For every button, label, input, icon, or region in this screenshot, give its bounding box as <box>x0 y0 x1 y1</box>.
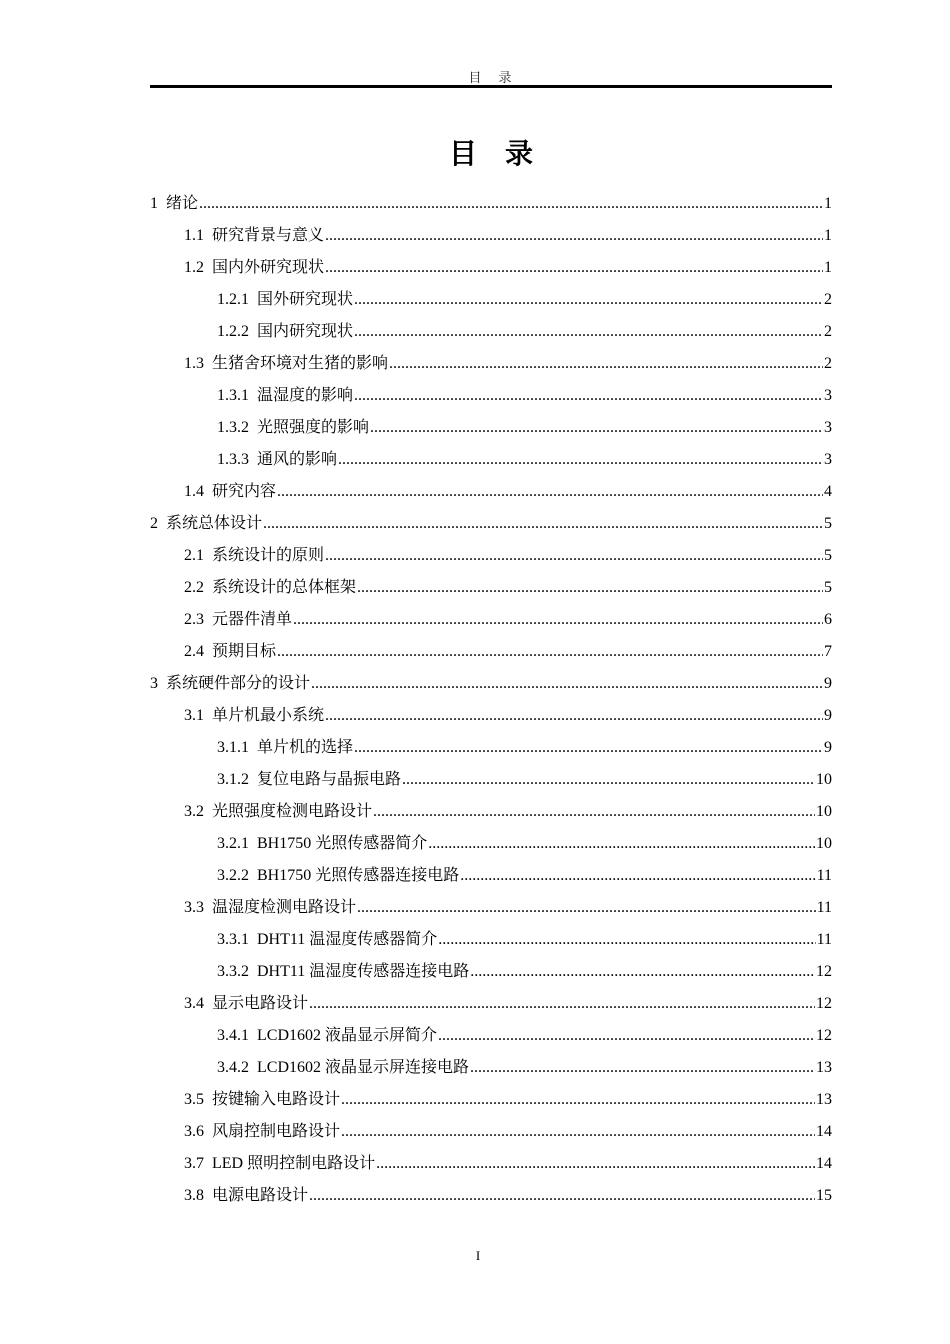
toc-entry-title: 系统硬件部分的设计 <box>166 675 311 692</box>
toc-entry-number: 1.2.1 <box>217 291 249 308</box>
toc-leader-dots <box>277 636 823 668</box>
toc-entry[interactable] <box>150 1084 832 1116</box>
toc-entry-page: 12 <box>816 995 832 1012</box>
toc-leader-dots <box>309 988 815 1020</box>
toc-leader-dots <box>338 444 823 476</box>
toc-entry-page: 9 <box>824 707 832 724</box>
toc-entry-number: 3.3.2 <box>217 963 249 980</box>
toc-entry-number: 3.2.1 <box>217 835 249 852</box>
toc-entry-number: 2.1 <box>184 547 204 564</box>
toc-entry[interactable] <box>150 636 832 668</box>
toc-entry[interactable] <box>150 1020 832 1052</box>
toc-entry-page: 10 <box>816 835 832 852</box>
toc-entry-title: 电源电路设计 <box>212 1187 309 1204</box>
toc-entry-title: 风扇控制电路设计 <box>212 1123 341 1140</box>
toc-entry-number: 3.6 <box>184 1123 204 1140</box>
toc-entry-number: 1.3.2 <box>217 419 249 436</box>
toc-entry-title: 国内外研究现状 <box>212 259 325 276</box>
toc-entry-number: 1.2 <box>184 259 204 276</box>
toc-entry-page: 3 <box>824 387 832 404</box>
toc-entry-page: 1 <box>824 259 832 276</box>
toc-leader-dots <box>357 572 823 604</box>
toc-entry-page: 10 <box>816 803 832 820</box>
toc-entry-page: 7 <box>824 643 832 660</box>
toc-leader-dots <box>402 764 815 796</box>
toc-entry-number: 3.2.2 <box>217 867 249 884</box>
toc-leader-dots <box>277 476 823 508</box>
toc-leader-dots <box>293 604 823 636</box>
toc-entry[interactable] <box>150 604 832 636</box>
toc-entry-page: 2 <box>824 323 832 340</box>
toc-leader-dots <box>376 1148 815 1180</box>
toc-entry[interactable] <box>150 476 832 508</box>
toc-entry-page: 4 <box>824 483 832 500</box>
toc-leader-dots <box>325 700 823 732</box>
toc-entry-number: 1.3 <box>184 355 204 372</box>
toc-entry-page: 9 <box>824 675 832 692</box>
toc-entry-title: 光照强度的影响 <box>257 419 370 436</box>
toc-entry-number: 3.3 <box>184 899 204 916</box>
toc-entry-number: 3.1.2 <box>217 771 249 788</box>
toc-entry-page: 11 <box>816 899 832 916</box>
toc-entry-page: 9 <box>824 739 832 756</box>
toc-entry-page: 3 <box>824 419 832 436</box>
toc-entry-title: 光照强度检测电路设计 <box>212 803 373 820</box>
toc-entry-page: 11 <box>816 931 832 948</box>
toc-entry-title: 温湿度的影响 <box>257 387 354 404</box>
toc-entry-title: 国内研究现状 <box>257 323 354 340</box>
toc-entry[interactable] <box>150 892 832 924</box>
toc-entry-number: 3.3.1 <box>217 931 249 948</box>
toc-leader-dots <box>428 828 815 860</box>
toc-entry[interactable] <box>150 988 832 1020</box>
toc-entry-title: DHT11 温湿度传感器简介 <box>257 931 438 948</box>
toc-entry[interactable] <box>150 348 832 380</box>
toc-entry-title: 系统设计的总体框架 <box>212 579 357 596</box>
toc-entry[interactable] <box>150 700 832 732</box>
toc-entry-title: 元器件清单 <box>212 611 293 628</box>
toc-entry-page: 5 <box>824 515 832 532</box>
toc-entry-page: 14 <box>816 1155 832 1172</box>
toc-entry[interactable] <box>150 316 832 348</box>
toc-leader-dots <box>460 860 815 892</box>
page-title: 目 录 <box>448 137 533 170</box>
toc-entry-number: 3.4.1 <box>217 1027 249 1044</box>
toc-entry-number: 3 <box>150 675 158 692</box>
toc-entry-number: 3.5 <box>184 1091 204 1108</box>
toc-entry-title: 温湿度检测电路设计 <box>212 899 357 916</box>
toc-entry-number: 1.4 <box>184 483 204 500</box>
toc-entry[interactable] <box>150 540 832 572</box>
toc-entry[interactable] <box>150 956 832 988</box>
toc-entry-number: 3.8 <box>184 1187 204 1204</box>
toc-entry-number: 2.2 <box>184 579 204 596</box>
toc-entry-title: 单片机的选择 <box>257 739 354 756</box>
toc-leader-dots <box>341 1116 815 1148</box>
toc-entry-number: 1.3.1 <box>217 387 249 404</box>
toc-entry-title: 绪论 <box>166 195 199 212</box>
running-header: 目 录 <box>468 71 514 86</box>
toc-leader-dots <box>438 924 815 956</box>
toc-entry-page: 14 <box>816 1123 832 1140</box>
toc-entry-title: 单片机最小系统 <box>212 707 325 724</box>
toc-entry[interactable] <box>150 1116 832 1148</box>
toc-entry[interactable] <box>150 188 832 220</box>
toc-entry[interactable] <box>150 1148 832 1180</box>
toc-entry-number: 3.2 <box>184 803 204 820</box>
toc-entry-title: LCD1602 液晶显示屏简介 <box>257 1027 438 1044</box>
toc-leader-dots <box>354 732 823 764</box>
toc-leader-dots <box>325 540 823 572</box>
toc-entry-number: 3.1.1 <box>217 739 249 756</box>
toc-entry-number: 3.7 <box>184 1155 204 1172</box>
toc-entry-page: 10 <box>816 771 832 788</box>
toc-entry-page: 15 <box>816 1187 832 1204</box>
toc-leader-dots <box>199 188 823 220</box>
toc-entry[interactable] <box>150 252 832 284</box>
toc-entry-title: BH1750 光照传感器连接电路 <box>257 867 460 884</box>
toc-entry[interactable] <box>150 1052 832 1084</box>
toc-entry-page: 13 <box>816 1091 832 1108</box>
toc-entry-page: 5 <box>824 547 832 564</box>
toc-entry-number: 3.1 <box>184 707 204 724</box>
toc-leader-dots <box>470 1052 815 1084</box>
toc-leader-dots <box>311 668 823 700</box>
toc-entry[interactable] <box>150 508 832 540</box>
toc-entry-number: 3.4.2 <box>217 1059 249 1076</box>
toc-entry-page: 12 <box>816 963 832 980</box>
toc-entry-page: 6 <box>824 611 832 628</box>
toc-leader-dots <box>373 796 815 828</box>
toc-entry-number: 1.1 <box>184 227 204 244</box>
toc-entry[interactable] <box>150 732 832 764</box>
toc-entry-page: 3 <box>824 451 832 468</box>
toc-leader-dots <box>309 1180 815 1212</box>
toc-entry-page: 1 <box>824 195 832 212</box>
toc-entry-page: 5 <box>824 579 832 596</box>
toc-entry[interactable] <box>150 412 832 444</box>
toc-leader-dots <box>370 412 823 444</box>
toc-entry[interactable] <box>150 828 832 860</box>
toc-entry[interactable] <box>150 764 832 796</box>
toc-leader-dots <box>470 956 815 988</box>
toc-leader-dots <box>325 220 823 252</box>
toc-leader-dots <box>389 348 823 380</box>
toc-leader-dots <box>438 1020 815 1052</box>
toc-entry-title: 预期目标 <box>212 643 277 660</box>
toc-entry-title: LCD1602 液晶显示屏连接电路 <box>257 1059 470 1076</box>
toc-entry-page: 11 <box>816 867 832 884</box>
toc-leader-dots <box>354 380 823 412</box>
page-number: I <box>475 1248 481 1263</box>
toc-entry-number: 1 <box>150 195 158 212</box>
toc-leader-dots <box>354 316 823 348</box>
toc-entry[interactable] <box>150 1180 832 1212</box>
toc-entry-page: 2 <box>824 291 832 308</box>
toc-entry-page: 1 <box>824 227 832 244</box>
toc-entry[interactable] <box>150 444 832 476</box>
toc-entry-title: LED 照明控制电路设计 <box>212 1155 376 1172</box>
toc-entry-title: BH1750 光照传感器简介 <box>257 835 428 852</box>
toc-entry-number: 2.4 <box>184 643 204 660</box>
toc-leader-dots <box>354 284 823 316</box>
toc-entry-page: 2 <box>824 355 832 372</box>
toc-leader-dots <box>357 892 816 924</box>
toc-leader-dots <box>325 252 823 284</box>
toc-entry-title: 生猪舍环境对生猪的影响 <box>212 355 389 372</box>
toc-entry-title: 研究内容 <box>212 483 277 500</box>
toc-entry-number: 2 <box>150 515 158 532</box>
toc-leader-dots <box>341 1084 815 1116</box>
toc-entry-number: 2.3 <box>184 611 204 628</box>
toc-entry[interactable] <box>150 796 832 828</box>
toc-entry-title: 按键输入电路设计 <box>212 1091 341 1108</box>
toc-entry[interactable] <box>150 572 832 604</box>
toc-entry-page: 13 <box>816 1059 832 1076</box>
toc-entry[interactable] <box>150 220 832 252</box>
toc-entry-title: 研究背景与意义 <box>212 227 325 244</box>
header-rule <box>150 85 832 88</box>
toc-entry[interactable] <box>150 668 832 700</box>
table-of-contents <box>150 188 832 1212</box>
toc-entry[interactable] <box>150 284 832 316</box>
toc-entry-title: 系统设计的原则 <box>212 547 325 564</box>
toc-leader-dots <box>263 508 823 540</box>
toc-entry-title: 国外研究现状 <box>257 291 354 308</box>
toc-entry-number: 1.3.3 <box>217 451 249 468</box>
toc-entry-page: 12 <box>816 1027 832 1044</box>
toc-entry[interactable] <box>150 860 832 892</box>
toc-entry-number: 3.4 <box>184 995 204 1012</box>
toc-entry-title: 复位电路与晶振电路 <box>257 771 402 788</box>
toc-entry-title: 系统总体设计 <box>166 515 263 532</box>
toc-entry-title: DHT11 温湿度传感器连接电路 <box>257 963 470 980</box>
toc-entry[interactable] <box>150 924 832 956</box>
toc-entry[interactable] <box>150 380 832 412</box>
toc-entry-number: 1.2.2 <box>217 323 249 340</box>
toc-entry-title: 通风的影响 <box>257 451 338 468</box>
toc-entry-title: 显示电路设计 <box>212 995 309 1012</box>
